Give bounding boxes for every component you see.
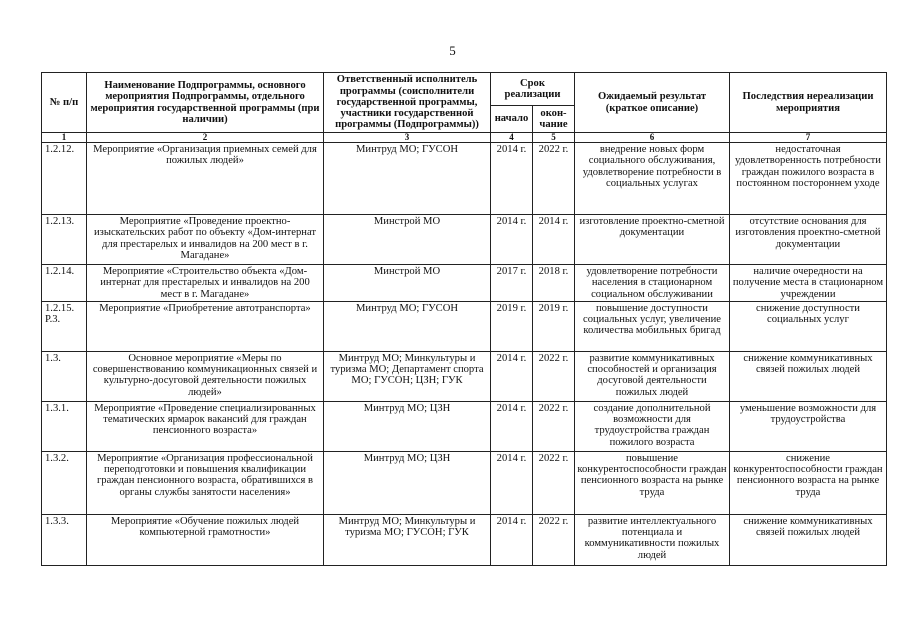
cell-executor: Минстрой МО xyxy=(324,265,491,302)
cell-num: 1.2.15. Р.3. xyxy=(42,301,87,351)
cell-end: 2022 г. xyxy=(533,451,575,514)
cell-start: 2014 г. xyxy=(491,451,533,514)
cell-name: Мероприятие «Организация профессиональной переподготовки и повышения квалификации граждан пенсионного возраста, обратившихся в органы службы занятости населения» xyxy=(87,451,324,514)
cell-executor: Минстрой МО xyxy=(324,215,491,265)
cell-end: 2022 г. xyxy=(533,143,575,215)
cell-name: Мероприятие «Организация приемных семей для пожилых людей» xyxy=(87,143,324,215)
cell-end: 2014 г. xyxy=(533,215,575,265)
column-numbers-row xyxy=(42,133,887,143)
table-row xyxy=(42,451,887,514)
cell-executor: Минтруд МО; ГУСОН xyxy=(324,143,491,215)
cell-result: повышение доступности социальных услуг, увеличение количества мобильных бригад xyxy=(575,301,730,351)
table-row xyxy=(42,351,887,401)
cell-start: 2019 г. xyxy=(491,301,533,351)
cell-start: 2014 г. xyxy=(491,401,533,451)
cell-start: 2014 г. xyxy=(491,215,533,265)
cell-executor: Минтруд МО; ЦЗН xyxy=(324,451,491,514)
table-row xyxy=(42,401,887,451)
cell-num: 1.2.14. xyxy=(42,265,87,302)
cell-name: Мероприятие «Приобретение автотранспорта» xyxy=(87,301,324,351)
table-body xyxy=(42,143,887,566)
cell-consequences: снижение коммуникативных связей пожилых людей xyxy=(730,514,887,565)
cell-name: Мероприятие «Проведение проектно-изыскательских работ по объекту «Дом-интернат для престарелых и инвалидов на 200 мест в г. Магадане» xyxy=(87,215,324,265)
cell-consequences: снижение коммуникативных связей пожилых людей xyxy=(730,351,887,401)
column-number-cell: 5 xyxy=(533,133,575,143)
cell-consequences: снижение доступности социальных услуг xyxy=(730,301,887,351)
cell-consequences: недостаточная удовлетворенность потребности граждан пожилого возраста в постоянном постороннем уходе xyxy=(730,143,887,215)
cell-result: развитие интеллектуального потенциала и коммуникативности пожилых людей xyxy=(575,514,730,565)
cell-executor: Минтруд МО; Минкультуры и туризма МО; ГУСОН; ГУК xyxy=(324,514,491,565)
table-row xyxy=(42,265,887,302)
cell-consequences: снижение конкурентоспособности граждан пенсионного возраста на рынке труда xyxy=(730,451,887,514)
header-num: № п/п xyxy=(42,73,87,133)
column-number-cell: 1 xyxy=(42,133,87,143)
cell-executor: Минтруд МО; ГУСОН xyxy=(324,301,491,351)
page-number: 5 xyxy=(449,43,456,58)
cell-consequences: отсутствие основания для изготовления проектно-сметной документации xyxy=(730,215,887,265)
column-number-cell: 4 xyxy=(491,133,533,143)
cell-result: развитие коммуникативных способностей и организация досуговой деятельности пожилых людей xyxy=(575,351,730,401)
cell-num: 1.2.13. xyxy=(42,215,87,265)
cell-name: Мероприятие «Проведение специализированных тематических ярмарок вакансий для граждан пенсионного возраста» xyxy=(87,401,324,451)
table-row xyxy=(42,143,887,215)
cell-num: 1.3.2. xyxy=(42,451,87,514)
table-row xyxy=(42,514,887,565)
header-start: начало xyxy=(491,106,533,133)
table-row xyxy=(42,215,887,265)
cell-result: удовлетворение потребности населения в стационарном социальном обслуживании xyxy=(575,265,730,302)
header-end: окон-чание xyxy=(533,106,575,133)
cell-name: Мероприятие «Строительство объекта «Дом-интернат для престарелых и инвалидов на 200 мест в г. Магадане» xyxy=(87,265,324,302)
cell-name: Мероприятие «Обучение пожилых людей компьютерной грамотности» xyxy=(87,514,324,565)
cell-num: 1.3. xyxy=(42,351,87,401)
column-number-cell: 6 xyxy=(575,133,730,143)
cell-end: 2022 г. xyxy=(533,514,575,565)
column-number-cell: 3 xyxy=(324,133,491,143)
cell-num: 1.2.12. xyxy=(42,143,87,215)
cell-result: повышение конкурентоспособности граждан пенсионного возраста на рынке труда xyxy=(575,451,730,514)
cell-end: 2019 г. xyxy=(533,301,575,351)
cell-num: 1.3.1. xyxy=(42,401,87,451)
cell-end: 2018 г. xyxy=(533,265,575,302)
cell-result: изготовление проектно-сметной документации xyxy=(575,215,730,265)
header-name: Наименование Подпрограммы, основного мероприятия Подпрограммы, отдельного мероприятия государственной программы (при наличии) xyxy=(87,73,324,133)
header-executor: Ответственный исполнитель программы (соисполнители государственной программы, участники государственной программы (Подпрограммы)) xyxy=(324,73,491,133)
header-consequences: Последствия нереализации мероприятия xyxy=(730,73,887,133)
cell-result: создание дополнительной возможности для трудоустройства граждан пожилого возраста xyxy=(575,401,730,451)
column-number-cell: 2 xyxy=(87,133,324,143)
cell-start: 2014 г. xyxy=(491,143,533,215)
cell-result: внедрение новых форм социального обслуживания, удовлетворение потребности в социальных услугах xyxy=(575,143,730,215)
cell-start: 2014 г. xyxy=(491,351,533,401)
measures-table xyxy=(41,72,887,566)
header-result: Ожидаемый результат (краткое описание) xyxy=(575,73,730,133)
cell-executor: Минтруд МО; Минкультуры и туризма МО; Департамент спорта МО; ГУСОН; ЦЗН; ГУК xyxy=(324,351,491,401)
table-row xyxy=(42,301,887,351)
cell-end: 2022 г. xyxy=(533,401,575,451)
cell-end: 2022 г. xyxy=(533,351,575,401)
cell-consequences: наличие очередности на получение места в стационарном учреждении xyxy=(730,265,887,302)
cell-consequences: уменьшение возможности для трудоустройства xyxy=(730,401,887,451)
cell-executor: Минтруд МО; ЦЗН xyxy=(324,401,491,451)
header-term: Срок реализации xyxy=(491,73,575,106)
cell-start: 2017 г. xyxy=(491,265,533,302)
cell-num: 1.3.3. xyxy=(42,514,87,565)
column-number-cell: 7 xyxy=(730,133,887,143)
cell-name: Основное мероприятие «Меры по совершенствованию коммуникационных связей и культурно-досуговой деятельности пожилых людей» xyxy=(87,351,324,401)
cell-start: 2014 г. xyxy=(491,514,533,565)
